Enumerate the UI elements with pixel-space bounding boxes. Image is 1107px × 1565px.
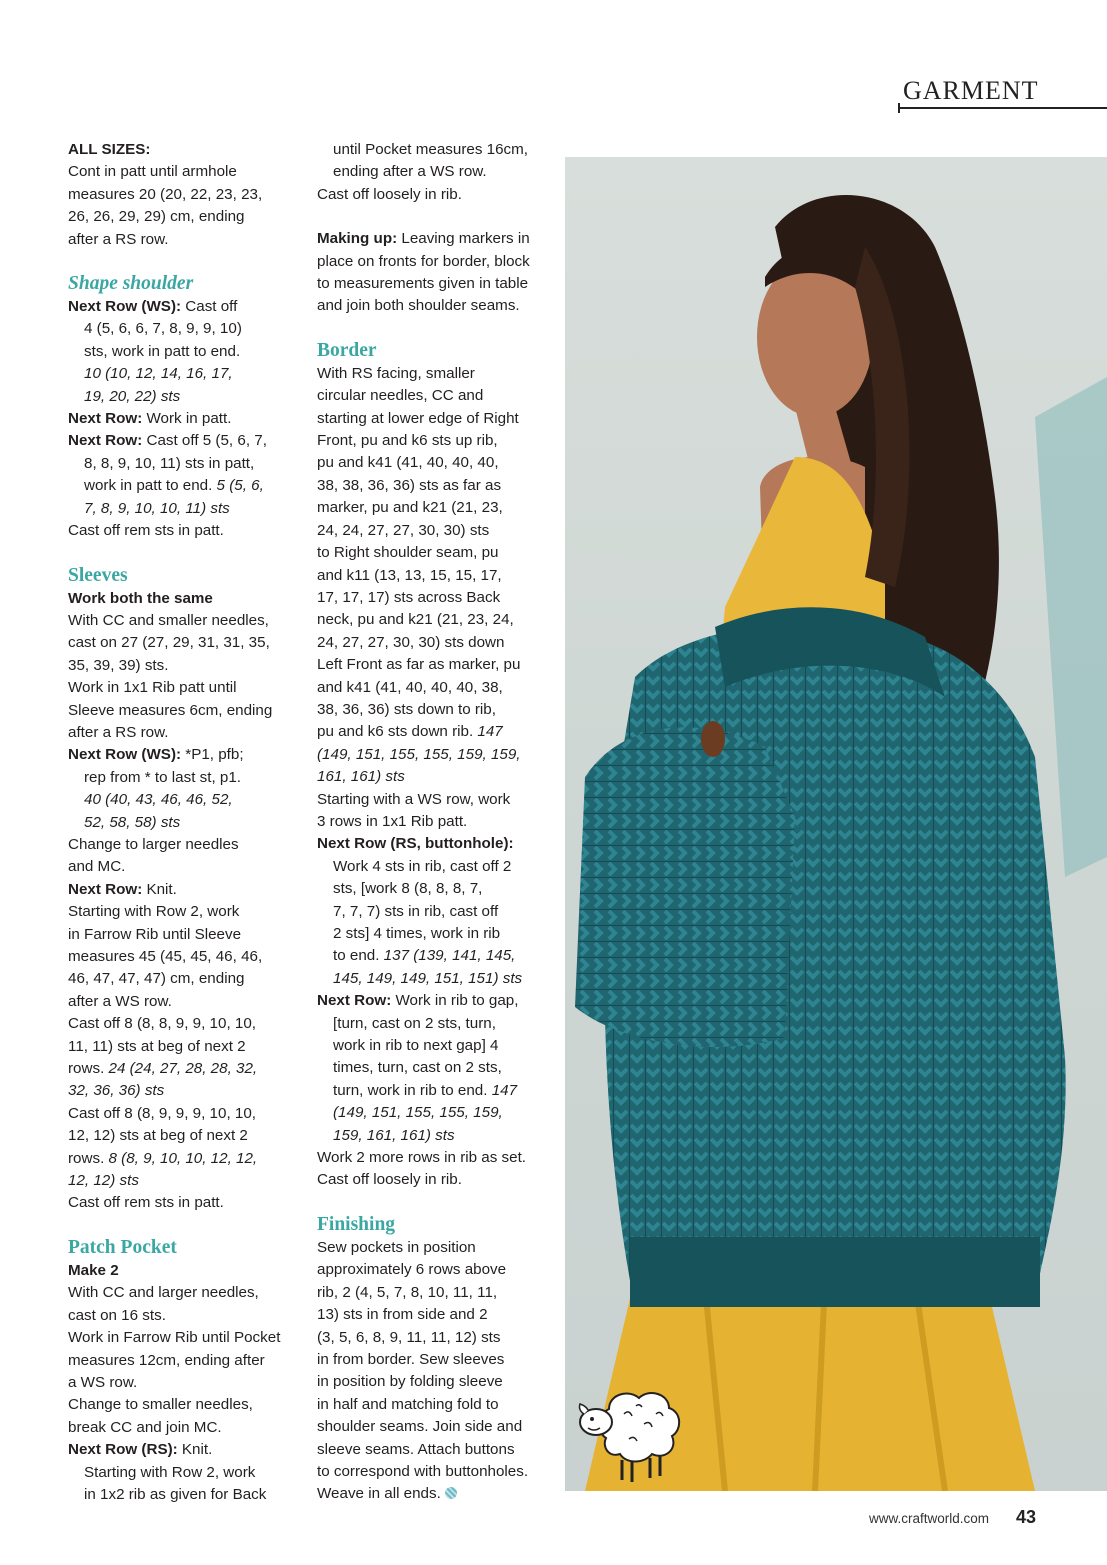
heading-patch-pocket: Patch Pocket xyxy=(68,1236,177,1258)
text-line: marker, pu and k21 (21, 23, xyxy=(317,499,503,517)
text-line: Work 2 more rows in rib as set. xyxy=(317,1149,527,1167)
text-line: Sleeve measures 6cm, ending xyxy=(68,701,273,719)
stitch-count: (149, 151, 155, 155, 159, xyxy=(333,1104,503,1122)
stitch-count: (149, 151, 155, 155, 159, 159, xyxy=(317,745,521,763)
text-line: to measurements given in table xyxy=(317,275,529,293)
text-line: cast on 16 sts. xyxy=(68,1306,166,1324)
text-line: Cast off loosely in rib. xyxy=(317,1171,462,1189)
stitch-count: 159, 161, 161) sts xyxy=(333,1126,455,1144)
text-line: starting at lower edge of Right xyxy=(317,409,519,427)
text-line: Cast off 8 (8, 9, 9, 9, 10, 10, xyxy=(68,1104,256,1122)
text-line: With CC and smaller needles, xyxy=(68,611,269,629)
yarn-ball-icon xyxy=(445,1487,457,1499)
text-line: 8, 8, 9, 10, 11) sts in patt, xyxy=(84,454,255,472)
text: Work in rib to gap, xyxy=(391,992,519,1010)
stitch-count: 24 (24, 27, 28, 28, 32, xyxy=(108,1060,258,1078)
row-label: Next Row (WS): xyxy=(68,298,182,316)
text-line: neck, pu and k21 (21, 23, 24, xyxy=(317,611,514,629)
text-line: to correspond with buttonholes. xyxy=(317,1462,529,1480)
text-line: Cast off 8 (8, 8, 9, 9, 10, 10, xyxy=(68,1015,256,1033)
text-line: measures 45 (45, 45, 46, 46, xyxy=(68,948,263,965)
text: Knit. xyxy=(142,880,177,898)
text-line: 11, 11) sts at beg of next 2 xyxy=(68,1037,246,1055)
text-line: Change to larger needles xyxy=(68,835,239,853)
stitch-count: 32, 36, 36) sts xyxy=(68,1082,165,1100)
text-line: Front, pu and k6 sts up rib, xyxy=(317,432,498,450)
text-line: and MC. xyxy=(68,858,126,876)
text-line: times, turn, cast on 2 sts, xyxy=(333,1059,502,1077)
text: pu and k6 sts down rib. xyxy=(317,723,478,741)
section-rule xyxy=(898,107,1107,109)
text-line: ending after a WS row. xyxy=(333,163,487,181)
text: Cast off xyxy=(181,298,238,316)
text-line: until Pocket measures 16cm, xyxy=(333,141,528,158)
page-number: 43 xyxy=(1016,1507,1037,1527)
stitch-count: 147 xyxy=(477,723,503,741)
text-line: Cast off rem sts in patt. xyxy=(68,522,224,540)
row-label: Next Row: xyxy=(317,992,392,1010)
text-line: in Farrow Rib until Sleeve xyxy=(68,925,242,943)
text-line: 3 rows in 1x1 Rib patt. xyxy=(317,812,468,830)
text-line: Work in Farrow Rib until Pocket xyxy=(68,1329,281,1347)
text-line: in from border. Sew sleeves xyxy=(317,1350,505,1368)
all-sizes-heading: ALL SIZES: xyxy=(68,141,151,158)
text-line: shoulder seams. Join side and xyxy=(317,1418,523,1436)
heading-sleeves: Sleeves xyxy=(68,564,128,586)
text-line: Cast off rem sts in patt. xyxy=(68,1194,224,1212)
text-line: circular needles, CC and xyxy=(317,387,484,405)
text-line: after a RS row. xyxy=(68,230,169,248)
text-line: after a RS row. xyxy=(68,723,169,741)
stitch-count: 19, 20, 22) sts xyxy=(84,387,181,405)
stitch-count: 161, 161) sts xyxy=(317,768,405,786)
text-line: 7, 7, 7) sts in rib, cast off xyxy=(333,902,499,920)
text-line: Change to smaller needles, xyxy=(68,1396,253,1414)
text: Weave in all ends. xyxy=(317,1485,441,1503)
text-line: in position by folding sleeve xyxy=(317,1373,503,1391)
text: to end. xyxy=(333,947,384,965)
text-line: in 1x2 rib as given for Back xyxy=(84,1485,267,1503)
text-line: Starting with a WS row, work xyxy=(317,790,511,808)
subheading: Work both the same xyxy=(68,589,213,607)
text-line: measures 20 (20, 22, 23, 23, xyxy=(68,185,263,203)
stitch-count: 145, 149, 149, 151, 151) sts xyxy=(333,969,523,987)
text-line: 24, 24, 27, 27, 30, 30) sts xyxy=(317,521,490,539)
heading-finishing: Finishing xyxy=(317,1213,396,1235)
text-line: sts, [work 8 (8, 8, 8, 7, xyxy=(333,880,483,898)
stitch-count: 52, 58, 58) sts xyxy=(84,813,181,831)
text-line: and k41 (41, 40, 40, 40, 38, xyxy=(317,678,503,696)
website-url: www.craftworld.com xyxy=(869,1511,990,1526)
text: Leaving markers in xyxy=(397,230,530,248)
row-label: Next Row: xyxy=(68,880,143,898)
text-line: 2 sts] 4 times, work in rib xyxy=(333,925,501,942)
stitch-count: 7, 8, 9, 10, 10, 11) sts xyxy=(84,499,230,517)
text-line: pu and k41 (41, 40, 40, 40, xyxy=(317,454,499,472)
text-line: Sew pockets in position xyxy=(317,1238,476,1256)
subheading: Make 2 xyxy=(68,1261,119,1279)
text-line: 46, 47, 47, 47) cm, ending xyxy=(68,970,245,988)
text: Work in patt. xyxy=(142,410,232,428)
text-line: 4 (5, 6, 6, 7, 8, 9, 9, 10) xyxy=(84,320,242,338)
stitch-count: 40 (40, 43, 46, 46, 52, xyxy=(84,791,233,809)
stitch-count: 137 (139, 141, 145, xyxy=(383,947,516,965)
heading-shape-shoulder: Shape shoulder xyxy=(68,273,194,295)
making-up-label: Making up: xyxy=(317,230,398,248)
section-rule-tick xyxy=(898,103,900,113)
stitch-count: 8 (8, 9, 10, 10, 12, 12, xyxy=(108,1149,258,1167)
text-line: Cast off loosely in rib. xyxy=(317,185,462,203)
text-line: 38, 36, 36) sts down to rib, xyxy=(317,700,496,718)
stitch-count: 5 (5, 6, xyxy=(216,477,264,495)
row-label: Next Row: xyxy=(68,432,143,450)
text-line: place on fronts for border, block xyxy=(317,252,530,270)
text: Cast off 5 (5, 6, 7, xyxy=(142,432,267,450)
text-line: cast on 27 (27, 29, 31, 31, 35, xyxy=(68,634,270,652)
text-line: Starting with Row 2, work xyxy=(68,903,240,921)
text: Knit. xyxy=(177,1441,213,1459)
row-label: Next Row (RS): xyxy=(68,1441,178,1459)
text-line: to Right shoulder seam, pu xyxy=(317,544,499,562)
text-line: (3, 5, 6, 8, 9, 11, 11, 12) sts xyxy=(317,1328,501,1346)
text-line: and join both shoulder seams. xyxy=(317,297,520,315)
text-line: Work 4 sts in rib, cast off 2 xyxy=(333,857,512,875)
model-illustration xyxy=(565,157,1107,1491)
sheep-icon xyxy=(574,1384,684,1484)
section-tag: GARMENT xyxy=(903,76,1039,105)
text: turn, work in rib to end. xyxy=(333,1081,492,1099)
stitch-count: 147 xyxy=(491,1081,518,1099)
text: rows. xyxy=(68,1149,109,1167)
text: work in patt to end. xyxy=(84,477,217,495)
text-line: Cont in patt until armhole xyxy=(68,163,237,181)
text-line: [turn, cast on 2 sts, turn, xyxy=(333,1014,496,1032)
text-line: rep from * to last st, p1. xyxy=(84,768,241,786)
text-line: work in rib to next gap] 4 xyxy=(333,1037,499,1055)
row-label: Next Row (WS): xyxy=(68,746,182,764)
text-line: 35, 39, 39) sts. xyxy=(68,656,169,674)
text-line: Left Front as far as marker, pu xyxy=(317,656,521,674)
text-line: With CC and larger needles, xyxy=(68,1284,259,1302)
text-line: 13) sts in from side and 2 xyxy=(317,1306,488,1324)
text-line: in half and matching fold to xyxy=(317,1395,499,1413)
text-line: after a WS row. xyxy=(68,992,172,1010)
text-line: and k11 (13, 13, 15, 15, 17, xyxy=(317,566,502,584)
row-label: Next Row: xyxy=(68,410,143,428)
text-line: Work in 1x1 Rib patt until xyxy=(68,679,237,697)
text: *P1, pfb; xyxy=(181,746,244,764)
text-line: 24, 27, 27, 30, 30) sts down xyxy=(317,633,505,651)
text: rows. xyxy=(68,1060,109,1078)
row-label: Next Row (RS, buttonhole): xyxy=(317,835,514,853)
text-line: a WS row. xyxy=(68,1373,138,1391)
text-line: break CC and join MC. xyxy=(68,1418,222,1436)
text-line: sts, work in patt to end. xyxy=(84,342,241,360)
column-middle xyxy=(317,139,553,1506)
column-left xyxy=(68,139,293,1506)
text-line: Starting with Row 2, work xyxy=(84,1463,256,1481)
text-line: 12, 12) sts at beg of next 2 xyxy=(68,1127,248,1145)
text-line: measures 12cm, ending after xyxy=(68,1351,265,1369)
text-line: rib, 2 (4, 5, 7, 8, 10, 11, 11, xyxy=(317,1283,498,1301)
text-line: With RS facing, smaller xyxy=(317,364,475,382)
text-line: 38, 38, 36, 36) sts as far as xyxy=(317,476,502,494)
heading-border: Border xyxy=(317,339,377,361)
stitch-count: 10 (10, 12, 14, 16, 17, xyxy=(84,365,233,383)
text-line: sleeve seams. Attach buttons xyxy=(317,1440,515,1458)
text-line: 26, 26, 29, 29) cm, ending xyxy=(68,208,245,226)
model-photo xyxy=(565,157,1107,1491)
text-line: approximately 6 rows above xyxy=(317,1261,507,1279)
stitch-count: 12, 12) sts xyxy=(68,1172,139,1190)
text-line: 17, 17, 17) sts across Back xyxy=(317,588,501,606)
